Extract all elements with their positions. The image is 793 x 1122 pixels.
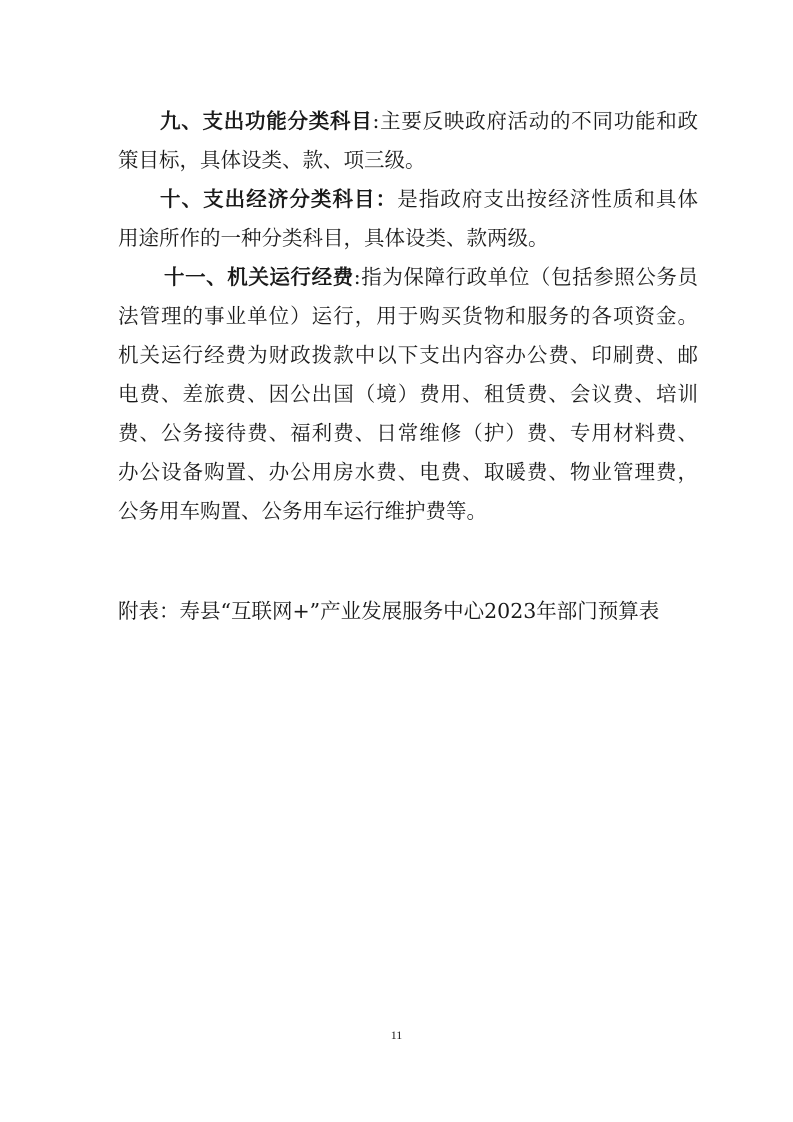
section-11-line-1 <box>164 260 698 294</box>
section-11-line-4 <box>118 377 698 411</box>
section-10-line-2 <box>118 221 698 255</box>
section-11-line-5 <box>118 416 698 450</box>
section-11-text-3: 机关运行经费为财政拨款中以下支出内容办公费、印刷费、邮 <box>118 343 698 367</box>
section-11-line-3 <box>118 338 698 372</box>
section-11-text-5: 费、公务接待费、福利费、日常维修（护）费、专用材料费、 <box>118 421 698 445</box>
section-11-text-1: 指为保障行政单位（包括参照公务员 <box>360 265 698 289</box>
section-11-text-6: 办公设备购置、办公用房水费、电费、取暖费、物业管理费， <box>118 460 698 484</box>
section-10-line-1 <box>160 182 698 216</box>
section-10-heading: 十、支出经济分类科目： <box>160 187 398 211</box>
section-11-heading: 十一、机关运行经费 <box>164 265 354 289</box>
section-10-text-1: 是指政府支出按经济性质和具体 <box>397 187 698 211</box>
section-9-text-1: 主要反映政府活动的不同功能和政 <box>379 109 698 133</box>
section-11-line-6 <box>118 455 698 489</box>
section-9-line-2 <box>118 143 698 177</box>
section-10-text-2: 用途所作的一种分类科目，具体设类、款两级。 <box>118 226 549 250</box>
section-9-line-1 <box>160 104 698 138</box>
section-9-separator: : <box>372 109 380 133</box>
section-9-text-2: 策目标，具体设类、款、项三级。 <box>118 148 426 172</box>
page-number: 11 <box>390 1028 403 1042</box>
section-11-text-7: 公务用车购置、公务用车运行维护费等。 <box>118 499 487 523</box>
section-9-heading: 九、支出功能分类科目 <box>160 109 373 133</box>
attachment-note: 附表：寿县“互联网+”产业发展服务中心2023年部门预算表 <box>118 599 660 623</box>
section-11-text-2: 法管理的事业单位）运行，用于购买货物和服务的各项资金。 <box>118 304 698 328</box>
section-11-line-2 <box>118 299 698 333</box>
section-11-separator: : <box>353 265 361 289</box>
section-11-line-7 <box>118 494 698 528</box>
section-11-text-4: 电费、差旅费、因公出国（境）费用、租赁费、会议费、培训 <box>118 382 698 406</box>
